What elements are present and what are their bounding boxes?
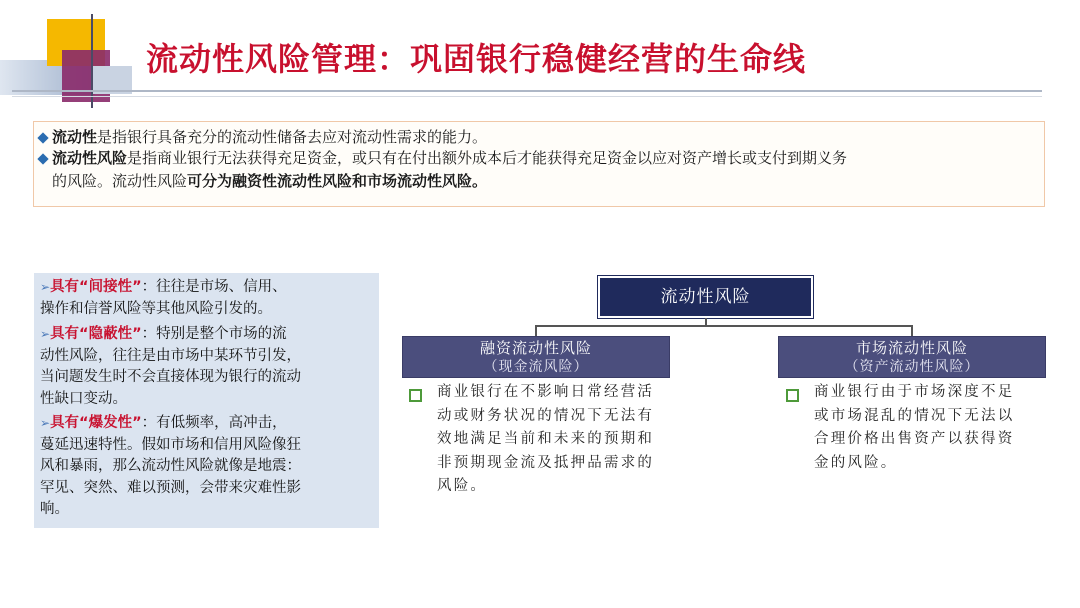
node-funding-liquidity-risk <box>402 336 670 378</box>
description-line: 商业银行在不影响日常经营活 <box>437 384 655 400</box>
characteristic-text: 当问题发生时不会直接体现为银行的流动 <box>40 369 301 385</box>
header-divider-vertical <box>91 14 93 108</box>
definition-classification: 可分为融资性流动性风险和市场流动性风险。 <box>187 172 488 190</box>
node-subtitle: （资产流动性风险） <box>844 359 980 375</box>
characteristic-text: ：往往是市场、信用、 <box>141 279 287 295</box>
description-line: 动或财务状况的情况下无法有 <box>437 407 655 424</box>
characteristic-title: 具有“间接性” <box>50 279 142 295</box>
definition-line-3 <box>52 171 487 192</box>
description-line: 非预期现金流及抵押品需求的 <box>437 454 655 471</box>
definition-box <box>33 121 1045 207</box>
header-divider <box>12 90 1042 92</box>
characteristic-text: 动性风险，往往是由市场中某环节引发， <box>40 347 301 364</box>
characteristic-text: 蔓延迅速特性。假如市场和信用风险像狂 <box>40 436 301 453</box>
characteristic-text: ：特别是整个市场的流 <box>141 326 287 342</box>
checkbox-bullet-icon <box>409 389 422 402</box>
description-line: 或市场混乱的情况下无法以 <box>814 407 1015 424</box>
node-title: 融资流动性风险 <box>479 339 592 357</box>
characteristic-title: 具有“爆发性” <box>50 415 142 431</box>
arrow-bullet-icon: ➢ <box>40 327 51 341</box>
node-subtitle: （现金流风险） <box>483 359 589 375</box>
connector-line <box>535 325 537 336</box>
market-risk-description <box>814 381 1014 475</box>
characteristic-explosive <box>40 413 287 435</box>
characteristic-indirect <box>40 277 287 299</box>
connector-line <box>535 325 912 327</box>
description-line: 效地满足当前和未来的预期和 <box>437 431 655 447</box>
characteristic-text: ：有低频率，高冲击， <box>141 415 287 431</box>
definition-text-3: 的风险。流动性风险 <box>52 172 188 190</box>
header-divider-thin <box>12 96 1042 97</box>
definition-line-1 <box>52 127 487 148</box>
term-liquidity: 流动性 <box>52 128 98 146</box>
characteristic-text: 罕见、突然、难以预测，会带来灾难性影 <box>40 479 301 496</box>
node-title: 市场流动性风险 <box>855 339 968 357</box>
node-market-liquidity-risk <box>778 336 1046 378</box>
characteristics-panel <box>34 273 379 528</box>
description-line: 商业银行由于市场深度不足 <box>814 384 1015 400</box>
description-line: 风险。 <box>437 478 488 494</box>
page-title: 流动性风险管理：巩固银行稳健经营的生命线 <box>146 41 807 77</box>
characteristic-text: 风和暴雨，那么流动性风险就像是地震： <box>40 458 301 474</box>
checkbox-bullet-icon <box>786 389 799 402</box>
characteristic-text: 响。 <box>40 501 69 517</box>
arrow-bullet-icon: ➢ <box>40 416 51 430</box>
characteristic-text: 性缺口变动。 <box>40 390 127 407</box>
description-line: 合理价格出售资产以获得资 <box>814 431 1015 447</box>
characteristic-title: 具有“隐蔽性” <box>50 326 142 342</box>
connector-line <box>911 325 913 336</box>
description-line: 金的风险。 <box>814 454 898 471</box>
diamond-bullet-icon <box>37 132 48 143</box>
definition-text-1: 是指银行具备充分的流动性储备去应对流动性需求的能力。 <box>97 128 488 146</box>
characteristic-hidden <box>40 324 287 346</box>
characteristic-text: 操作和信誉风险等其他风险引发的。 <box>40 300 272 317</box>
definition-text-2: 是指商业银行无法获得充足资金，或只有在付出额外成本后才能获得充足资金以应对资产增长或支付到期义务 <box>127 149 848 167</box>
funding-risk-description <box>437 381 654 499</box>
term-liquidity-risk: 流动性风险 <box>52 149 128 167</box>
definition-line-2 <box>52 148 847 169</box>
diamond-bullet-icon <box>37 153 48 164</box>
arrow-bullet-icon: ➢ <box>40 280 51 294</box>
root-node-liquidity-risk: 流动性风险 <box>598 276 813 318</box>
